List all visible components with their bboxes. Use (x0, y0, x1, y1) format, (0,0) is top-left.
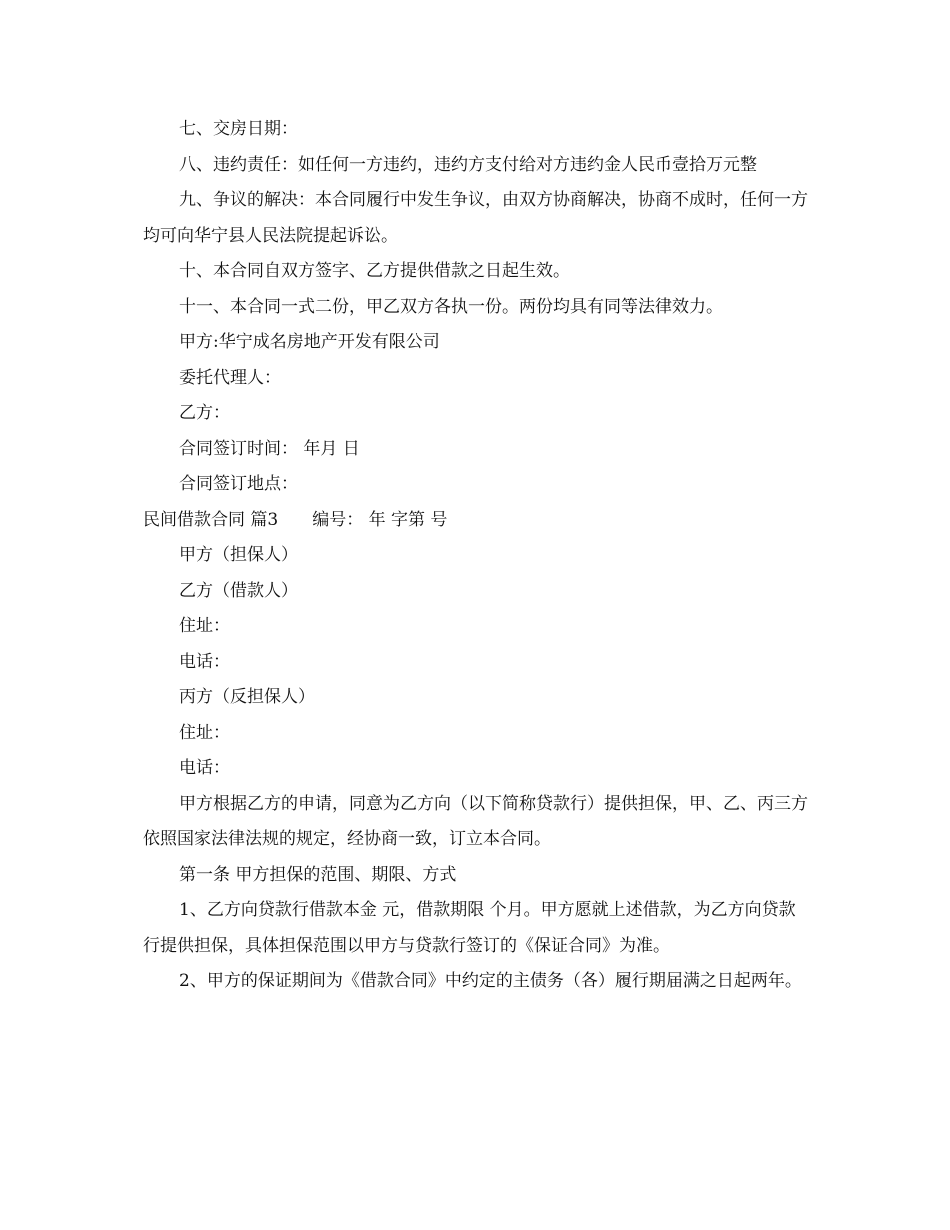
clause-9-dispute-resolution: 九、争议的解决：本合同履行中发生争议，由双方协商解决，协商不成时，任何一方均可向华宁县人民法院提起诉讼。 (143, 190, 808, 246)
section-heading-contract-3: 民间借款合同 篇3 编号： 年 字第 号 (143, 509, 448, 530)
agent-line: 委托代理人： (179, 367, 281, 388)
party-b-line: 乙方： (179, 403, 230, 423)
address-line-2: 住址： (179, 722, 230, 743)
counter-guarantor-line: 丙方（反担保人） (179, 687, 315, 707)
borrower-line: 乙方（借款人） (179, 580, 298, 601)
article-1-item-2: 2、甲方的保证期间为《借款合同》中约定的主债务（各）履行期届满之日起两年。 (179, 971, 802, 991)
phone-line-2: 电话： (179, 758, 230, 778)
article-1-item-1: 1、乙方向贷款行借款本金 元，借款期限 个月。甲方愿就上述借款，为乙方向贷款行提供担保，具体担保范围以甲方与贷款行签订的《保证合同》为准。 (143, 900, 796, 956)
guarantor-line: 甲方（担保人） (179, 545, 298, 565)
clause-11-copies: 十一、本合同一式二份，甲乙双方各执一份。两份均具有同等法律效力。 (179, 296, 723, 317)
document-body (143, 112, 808, 1000)
phone-line: 电话： (179, 651, 230, 672)
signing-date-line: 合同签订时间： 年月 日 (179, 438, 360, 459)
clause-10-effectiveness: 十、本合同自双方签字、乙方提供借款之日起生效。 (179, 261, 570, 281)
party-a-line: 甲方:华宁成名房地产开发有限公司 (179, 332, 440, 352)
preamble-paragraph: 甲方根据乙方的申请，同意为乙方向（以下简称贷款行）提供担保，甲、乙、丙三方依照国家法律法规的规定，经协商一致，订立本合同。 (143, 793, 808, 849)
article-1-heading: 第一条 甲方担保的范围、期限、方式 (179, 864, 457, 885)
clause-8-breach-liability: 八、违约责任：如任何一方违约，违约方支付给对方违约金人民币壹拾万元整 (179, 154, 757, 175)
address-line: 住址： (179, 616, 230, 636)
clause-7-delivery-date: 七、交房日期： (179, 119, 298, 139)
signing-place-line: 合同签订地点： (179, 474, 298, 494)
